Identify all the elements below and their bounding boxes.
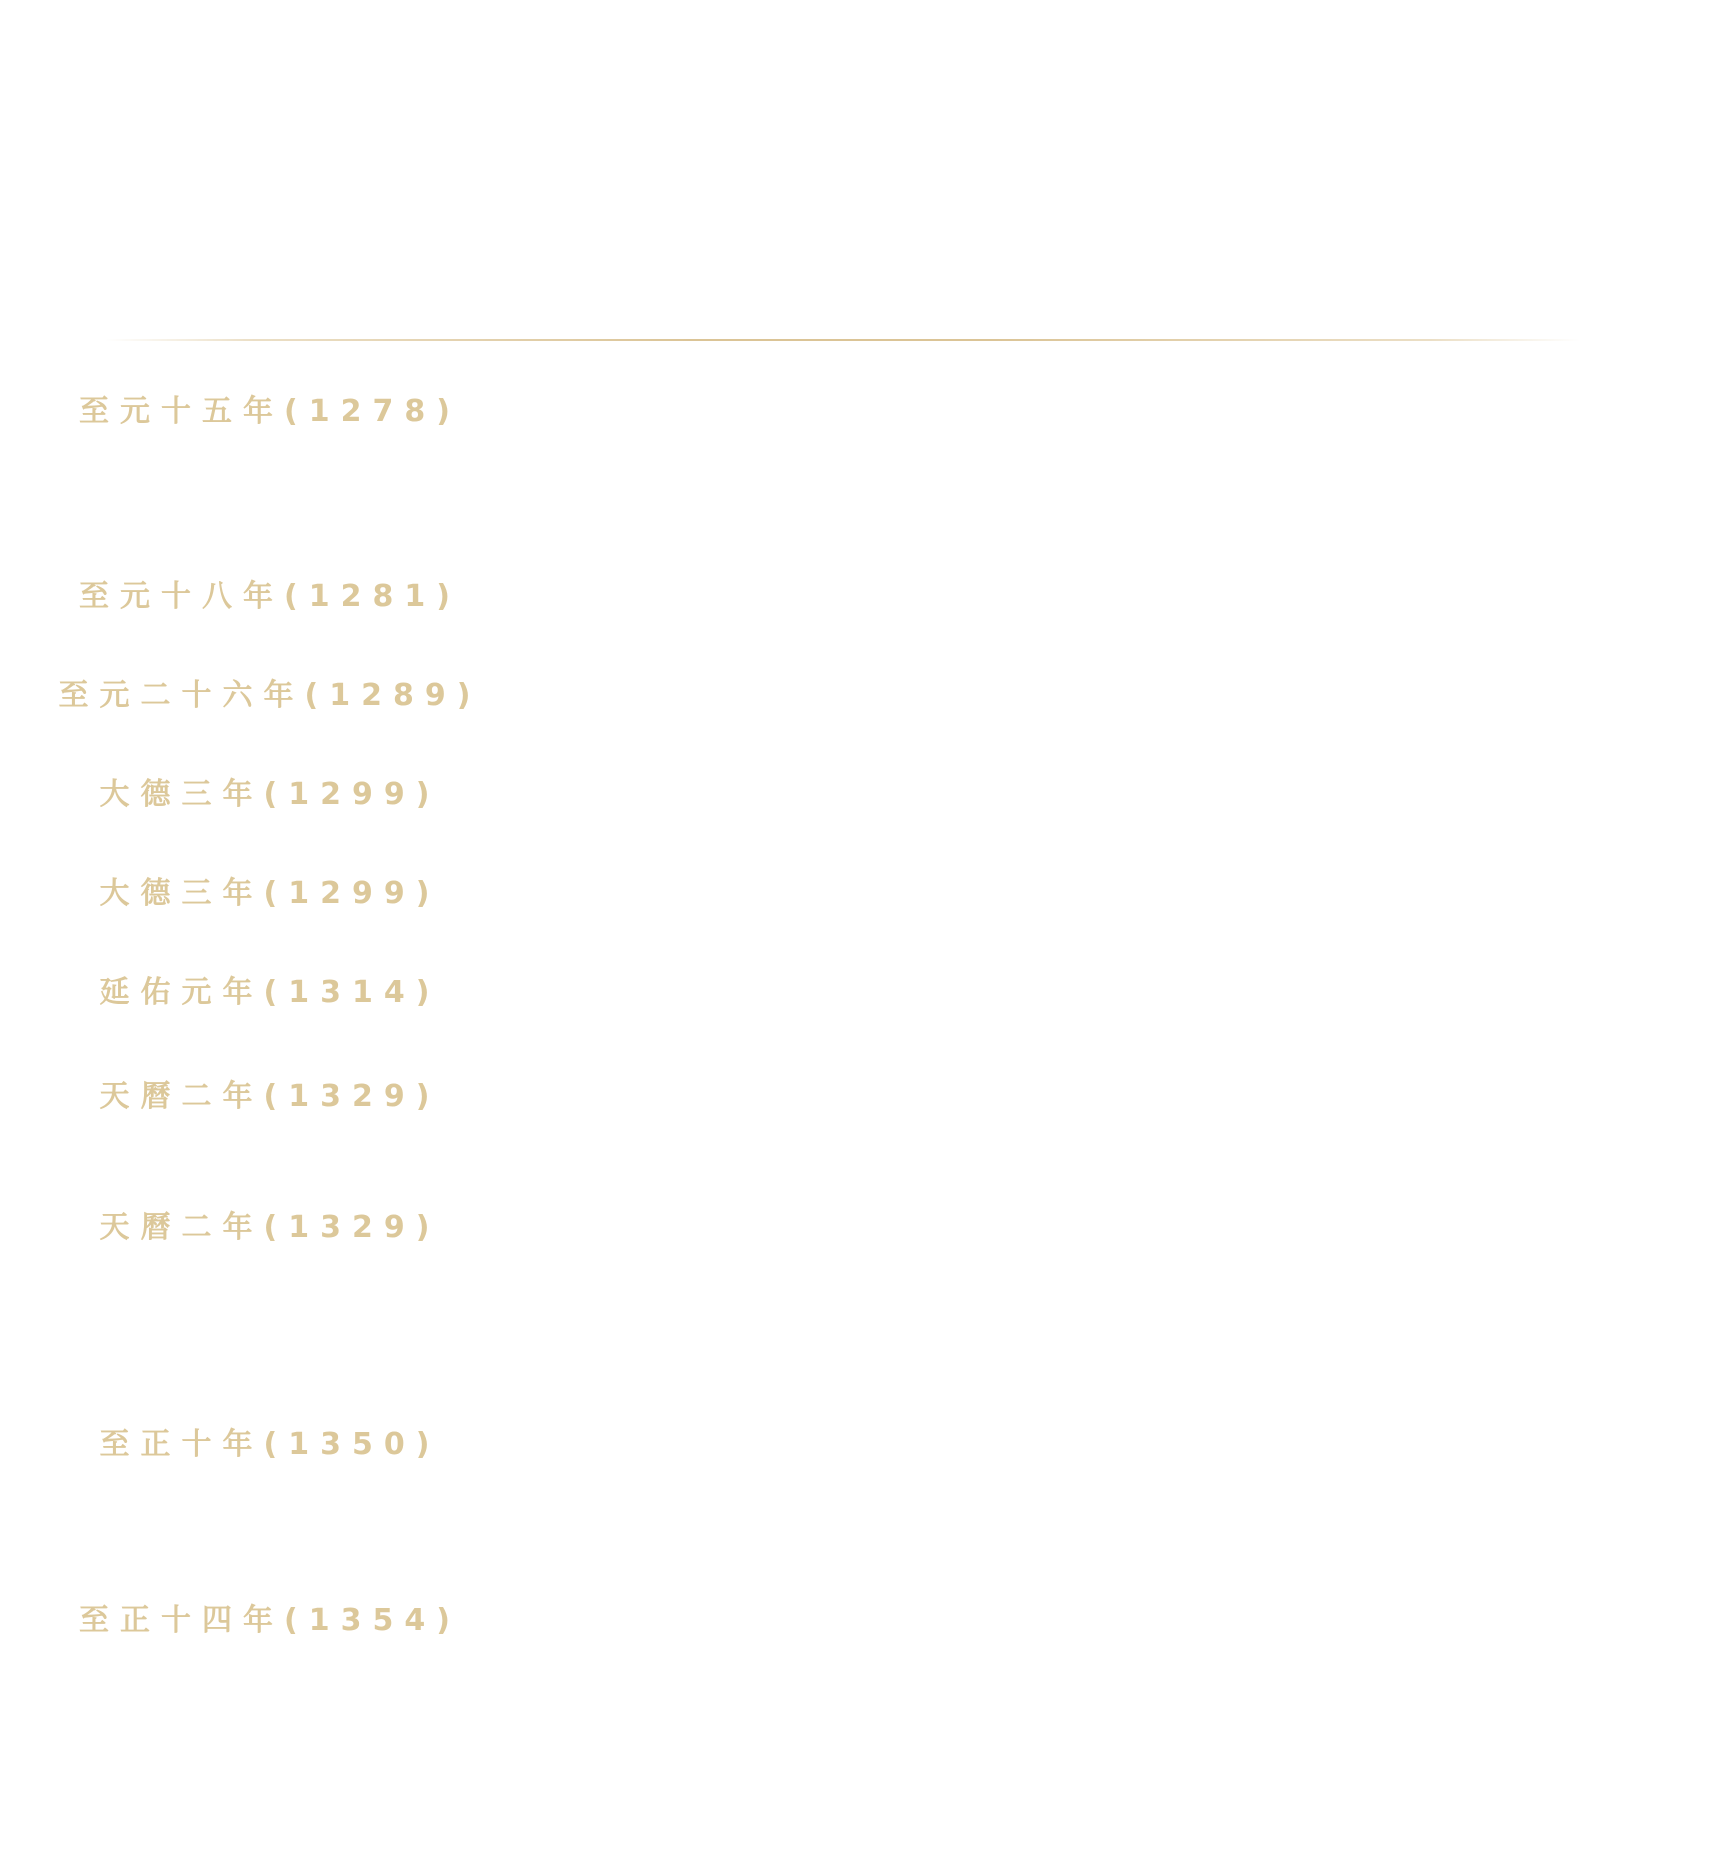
timeline-year-label: 至元十八年(1281) [79,579,461,614]
timeline-year-label: 至元二十六年(1289) [58,678,482,713]
timeline-year-label: 延佑元年(1314) [99,975,441,1010]
timeline-year-column [0,0,540,1860]
timeline-year-label: 天曆二年(1329) [99,1210,441,1245]
timeline-year-label: 至元十五年(1278) [79,394,461,429]
timeline-year-label: 天曆二年(1329) [99,1079,441,1114]
timeline-year-label: 至正十年(1350) [99,1427,441,1462]
timeline-year-label: 大德三年(1299) [99,777,441,812]
timeline-year-label: 大德三年(1299) [99,876,441,911]
timeline-year-label: 至正十四年(1354) [79,1603,461,1638]
